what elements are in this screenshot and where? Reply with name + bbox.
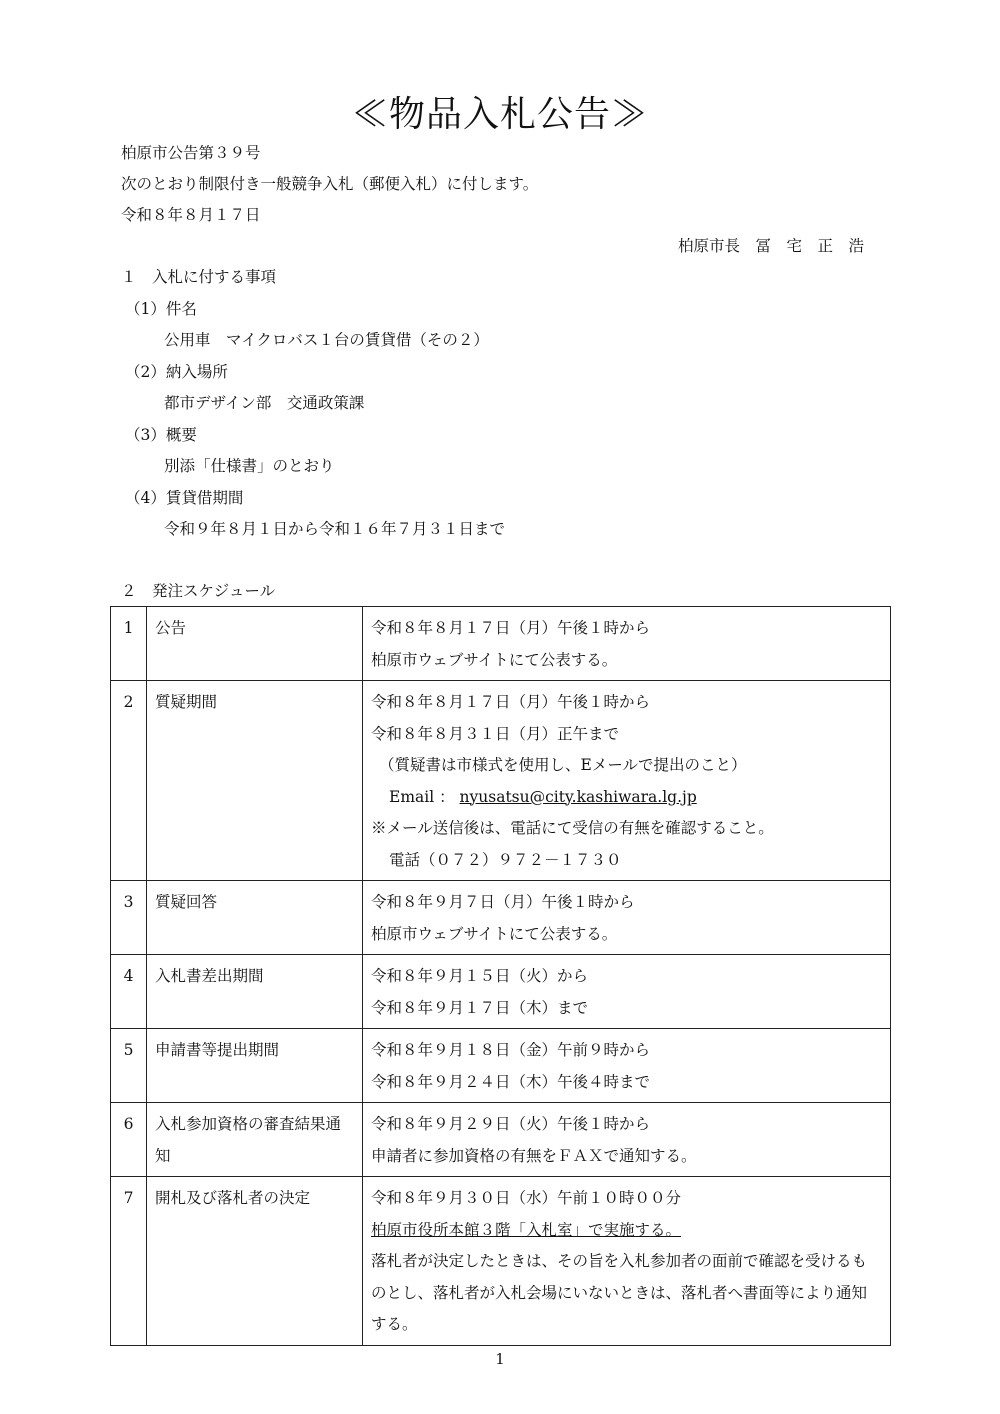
detail-line: 令和８年９月１８日（金）午前９時から xyxy=(371,1041,651,1059)
email-link[interactable]: Email ： nyusatsu@city.kashiwara.lg.jp xyxy=(389,787,697,806)
row-item: 質疑回答 xyxy=(147,881,363,955)
detail-line: 令和８年８月１７日（月）午後１時から xyxy=(371,619,651,637)
row-number: 4 xyxy=(111,955,147,1029)
detail-line: 柏原市ウェブサイトにて公表する。 xyxy=(371,924,618,943)
detail-line: 令和８年９月７日（月）午後１時から xyxy=(371,893,635,911)
row-detail xyxy=(363,1103,891,1177)
detail-line: 令和８年９月１７日（木）まで xyxy=(371,998,589,1017)
row-item: 入札書差出期間 xyxy=(147,955,363,1029)
item-value-name: 公用車 マイクロバス１台の賃貸借（その２） xyxy=(164,331,489,349)
row-number: 5 xyxy=(111,1029,147,1103)
item-label-name: （1）件名 xyxy=(125,300,197,318)
row-detail xyxy=(363,681,891,881)
item-label-delivery: （2）納入場所 xyxy=(125,363,228,381)
detail-line: 令和８年９月１５日（火）から xyxy=(371,967,589,985)
row-detail xyxy=(363,881,891,955)
detail-line: 令和８年８月３１日（月）正午まで xyxy=(371,724,620,743)
email-address[interactable]: nyusatsu@city.kashiwara.lg.jp xyxy=(459,787,697,806)
row-number: 6 xyxy=(111,1103,147,1177)
table-row xyxy=(111,881,891,955)
row-item: 申請書等提出期間 xyxy=(147,1029,363,1103)
detail-line: 柏原市ウェブサイトにて公表する。 xyxy=(371,650,618,669)
detail-line: 令和８年９月２４日（木）午後４時まで xyxy=(371,1072,651,1091)
notice-number: 柏原市公告第３９号 xyxy=(121,144,261,162)
table-row xyxy=(111,607,891,681)
row-item: 入札参加資格の審査結果通知 xyxy=(147,1103,363,1177)
venue-line: 柏原市役所本館３階「入札室」で実施する。 xyxy=(371,1220,682,1239)
page-title: ≪物品入札公告≫ xyxy=(351,94,648,135)
detail-line: 落札者が決定したときは、その旨を入札参加者の面前で確認を受けるものとし、落札者が入札会場にいないときは、落札者へ書面等により通知する。 xyxy=(371,1252,868,1333)
row-item: 開札及び落札者の決定 xyxy=(147,1177,363,1346)
section2-heading: ２ 発注スケジュール xyxy=(121,582,276,600)
table-row xyxy=(111,955,891,1029)
detail-line: 令和８年８月１７日（月）午後１時から xyxy=(371,693,651,711)
table-row xyxy=(111,681,891,881)
phone-line: 電話（０７２）９７２－１７３０ xyxy=(389,850,622,869)
section1-heading: １ 入札に付する事項 xyxy=(121,268,277,286)
row-number: 2 xyxy=(111,681,147,881)
notice-date: 令和８年８月１７日 xyxy=(121,206,261,224)
item-value-period: 令和９年８月１日から令和１６年７月３１日まで xyxy=(164,520,506,538)
row-item: 質疑期間 xyxy=(147,681,363,881)
table-row xyxy=(111,1029,891,1103)
schedule-table xyxy=(110,606,891,1346)
row-detail xyxy=(363,1029,891,1103)
detail-line: 令和８年９月３０日（水）午前１０時００分 xyxy=(371,1189,682,1207)
row-number: 7 xyxy=(111,1177,147,1346)
intro-text: 次のとおり制限付き一般競争入札（郵便入札）に付します。 xyxy=(121,175,539,193)
detail-line: （質疑書は市様式を使用し、Eメールで提出のこと） xyxy=(379,756,747,774)
row-detail xyxy=(363,1177,891,1346)
detail-line: ※メール送信後は、電話にて受信の有無を確認すること。 xyxy=(371,819,774,837)
detail-line: 令和８年９月２９日（火）午後１時から xyxy=(371,1115,651,1133)
row-number: 1 xyxy=(111,607,147,681)
row-detail xyxy=(363,607,891,681)
table-row xyxy=(111,1177,891,1346)
item-value-overview: 別添「仕様書」のとおり xyxy=(164,457,335,475)
row-number: 3 xyxy=(111,881,147,955)
table-row xyxy=(111,1103,891,1177)
item-label-overview: （3）概要 xyxy=(125,426,197,444)
item-value-delivery: 都市デザイン部 交通政策課 xyxy=(164,394,365,412)
detail-line: 申請者に参加資格の有無をＦＡＸで通知する。 xyxy=(371,1146,697,1165)
issuer: 柏原市長 冨 宅 正 浩 xyxy=(677,237,864,255)
row-detail xyxy=(363,955,891,1029)
item-label-period: （4）賃貸借期間 xyxy=(125,489,244,507)
page-number: 1 xyxy=(495,1350,505,1368)
row-item: 公告 xyxy=(147,607,363,681)
